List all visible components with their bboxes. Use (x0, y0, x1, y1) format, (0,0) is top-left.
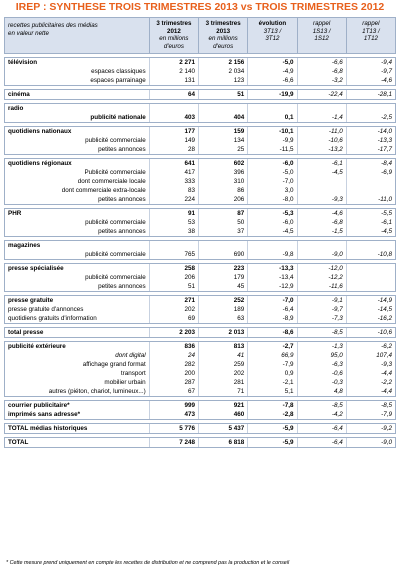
cell-col-5: -6,1 (346, 218, 395, 227)
cell-col-1: 224 (149, 195, 198, 204)
cell-col-5: -9,2 (346, 424, 395, 433)
cell-col-5 (346, 273, 395, 282)
cell-col-4: -6,8 (297, 218, 346, 227)
cell-col-3: -2,8 (247, 410, 296, 419)
cell-col-5: -17,7 (346, 145, 395, 154)
cell-col-2: 921 (198, 401, 247, 410)
cell-col-3: -9,8 (247, 250, 296, 259)
cell-col-3: 66,9 (247, 351, 296, 360)
table-row (5, 58, 395, 67)
header-col5-top: rappel (362, 20, 380, 27)
row-label: mobilier urbain (104, 379, 146, 386)
cell-col-2 (198, 104, 247, 113)
table-body (4, 54, 396, 448)
cell-col-3: 5,1 (247, 387, 296, 396)
row-label: imprimés sans adresse* (8, 411, 81, 418)
table-row (5, 76, 395, 85)
table-row (5, 305, 395, 314)
cell-col-5: -8,4 (346, 159, 395, 168)
row-label: publicité commerciale (85, 219, 146, 226)
cell-col-4 (297, 241, 346, 250)
row-label: petites annonces (98, 283, 146, 290)
cell-col-2: 5 437 (198, 424, 247, 433)
cell-col-2: 179 (198, 273, 247, 282)
cell-col-3 (247, 104, 296, 113)
cell-col-5: -14,9 (346, 296, 395, 305)
cell-col-4: -1,5 (297, 227, 346, 236)
row-label: publicité commerciale (85, 274, 146, 281)
row-label: transport (120, 370, 146, 377)
cell-col-1: 202 (149, 305, 198, 314)
header-col3-sub2: 3T12 (265, 35, 280, 42)
cell-col-2: 602 (198, 159, 247, 168)
cell-col-2: 25 (198, 145, 247, 154)
cell-col-3: -19,9 (247, 90, 296, 99)
cell-col-3: -5,3 (247, 209, 296, 218)
header-col1-unit2: d'euros (163, 42, 184, 50)
table-row (5, 127, 395, 136)
header-col-2013 (198, 18, 247, 53)
cell-col-5: -28,1 (346, 90, 395, 99)
cell-col-3: -4,5 (247, 227, 296, 236)
cell-col-4: -6,3 (297, 360, 346, 369)
cell-col-4 (297, 177, 346, 186)
row-label: cinéma (8, 91, 30, 98)
header-col2-top: 3 trimestres (205, 20, 241, 27)
cell-col-4 (297, 104, 346, 113)
cell-col-1: 282 (149, 360, 198, 369)
table-row (5, 186, 395, 195)
cell-col-4: 4,8 (297, 387, 346, 396)
table-row (5, 387, 395, 396)
table-row (5, 264, 395, 273)
cell-col-1: 24 (149, 351, 198, 360)
header-col1-top: 3 trimestres (156, 20, 192, 27)
row-label: total presse (8, 329, 44, 336)
row-label: magazines (8, 242, 41, 249)
row-label: quotidiens gratuits d'information (8, 315, 97, 322)
table-row (5, 369, 395, 378)
footnote: * Cette mesure prend uniquement en compte les recettes de distribution et ne comprend pas la production et le conseil (6, 560, 290, 566)
cell-col-2: 252 (198, 296, 247, 305)
header-col2-year: 2013 (216, 27, 231, 35)
header-label (5, 18, 149, 53)
cell-col-2: 6 818 (198, 438, 247, 447)
table-row (5, 241, 395, 250)
cell-col-2: 460 (198, 410, 247, 419)
cell-col-4: -12,0 (297, 264, 346, 273)
cell-col-1: 287 (149, 378, 198, 387)
row-label: dont digital (115, 352, 146, 359)
cell-col-3: -6,0 (247, 218, 296, 227)
cell-col-2: 134 (198, 136, 247, 145)
table-row (5, 401, 395, 410)
cell-col-4: -22,4 (297, 90, 346, 99)
table-row (5, 218, 395, 227)
table-section (4, 295, 396, 324)
table-row (5, 378, 395, 387)
cell-col-2: 2 156 (198, 58, 247, 67)
cell-col-2: 813 (198, 342, 247, 351)
cell-col-3: 0,1 (247, 113, 296, 122)
table-section (4, 208, 396, 237)
cell-col-4: -6,8 (297, 67, 346, 76)
row-label: télévision (8, 59, 38, 66)
table-section (4, 423, 396, 434)
table-row (5, 438, 395, 447)
header-col1-unit1: en millions (159, 35, 189, 42)
cell-col-1: 2 140 (149, 67, 198, 76)
header-col3-sub: 3T13 / (263, 27, 282, 35)
cell-col-4: -6,6 (297, 58, 346, 67)
row-label: publicité extérieure (8, 343, 66, 350)
cell-col-4: 95,0 (297, 351, 346, 360)
cell-col-1: 83 (149, 186, 198, 195)
table-row (5, 90, 395, 99)
cell-col-2: 51 (198, 90, 247, 99)
cell-col-3: -7,0 (247, 296, 296, 305)
header-col-rappel-t1 (346, 18, 395, 53)
cell-col-5 (346, 282, 395, 291)
cell-col-5: -11,0 (346, 195, 395, 204)
cell-col-3: -5,0 (247, 58, 296, 67)
cell-col-1: 641 (149, 159, 198, 168)
cell-col-3: -13,4 (247, 273, 296, 282)
table-section (4, 103, 396, 123)
table-row (5, 342, 395, 351)
cell-col-5: -6,2 (346, 342, 395, 351)
cell-col-3: -6,4 (247, 305, 296, 314)
table-section (4, 341, 396, 397)
row-label: TOTAL médias historiques (8, 425, 88, 432)
cell-col-2: 86 (198, 186, 247, 195)
cell-col-5: -4,6 (346, 76, 395, 85)
cell-col-2: 281 (198, 378, 247, 387)
cell-col-2: 2 034 (198, 67, 247, 76)
page-title: IREP : SYNTHESE TROIS TRIMESTRES 2013 vs TROIS TRIMESTRES 2012 (15, 1, 385, 13)
cell-col-3: -8,9 (247, 314, 296, 323)
cell-col-2: 41 (198, 351, 247, 360)
header-col3-top: évolution (258, 20, 287, 27)
header-col4-top: rappel (313, 20, 331, 27)
cell-col-5: -9,7 (346, 67, 395, 76)
table-row (5, 351, 395, 360)
cell-col-1: 2 203 (149, 328, 198, 337)
header-col1-year: 2012 (167, 27, 181, 35)
cell-col-4: -9,0 (297, 250, 346, 259)
cell-col-3: -4,9 (247, 67, 296, 76)
header-label-line1: recettes publicitaires des médias (8, 22, 98, 29)
cell-col-2: 202 (198, 369, 247, 378)
cell-col-1: 69 (149, 314, 198, 323)
cell-col-3: -9,9 (247, 136, 296, 145)
table-row (5, 104, 395, 113)
table-header (4, 17, 396, 54)
row-label: presse spécialisée (8, 265, 64, 272)
table-section (4, 158, 396, 205)
cell-col-3: 0,9 (247, 369, 296, 378)
header-col-2012 (149, 18, 198, 53)
cell-col-4: -4,2 (297, 410, 346, 419)
cell-col-5: -9,4 (346, 58, 395, 67)
table-section (4, 89, 396, 100)
row-label: publicité nationale (90, 114, 146, 121)
table-row (5, 360, 395, 369)
row-label: presse gratuite d'annonces (8, 306, 84, 313)
row-label: dont commerciale extra-locale (61, 187, 146, 194)
cell-col-4: -0,6 (297, 369, 346, 378)
cell-col-4: -9,7 (297, 305, 346, 314)
table-row (5, 145, 395, 154)
row-label: dont commerciale locale (77, 178, 146, 185)
cell-col-2: 50 (198, 218, 247, 227)
cell-col-1: 258 (149, 264, 198, 273)
cell-col-5: -4,4 (346, 369, 395, 378)
cell-col-2: 123 (198, 76, 247, 85)
table-row (5, 282, 395, 291)
row-label: autres (piéton, chariot, lumineux...) (48, 388, 146, 395)
cell-col-2: 87 (198, 209, 247, 218)
cell-col-5: -9,3 (346, 360, 395, 369)
cell-col-2: 206 (198, 195, 247, 204)
header-col4-sub2: 1S12 (314, 35, 329, 42)
cell-col-4: -7,3 (297, 314, 346, 323)
cell-col-2: 63 (198, 314, 247, 323)
table-row (5, 227, 395, 236)
cell-col-1: 67 (149, 387, 198, 396)
row-label: espaces parrainage (90, 77, 146, 84)
cell-col-3: -5,0 (247, 168, 296, 177)
table-row (5, 410, 395, 419)
cell-col-5: -6,9 (346, 168, 395, 177)
cell-col-1: 149 (149, 136, 198, 145)
cell-col-2: 690 (198, 250, 247, 259)
cell-col-4: -9,3 (297, 195, 346, 204)
cell-col-2: 259 (198, 360, 247, 369)
cell-col-1: 38 (149, 227, 198, 236)
cell-col-5 (346, 241, 395, 250)
cell-col-1: 2 271 (149, 58, 198, 67)
cell-col-5: -8,5 (346, 401, 395, 410)
cell-col-4: -1,3 (297, 342, 346, 351)
cell-col-1: 999 (149, 401, 198, 410)
header-col5-sub: 1T13 / (362, 27, 380, 35)
cell-col-2: 71 (198, 387, 247, 396)
row-label: PHR (8, 210, 22, 217)
cell-col-3: -10,1 (247, 127, 296, 136)
cell-col-2: 159 (198, 127, 247, 136)
row-label: TOTAL (8, 439, 29, 446)
cell-col-1: 131 (149, 76, 198, 85)
header-label-line2: en valeur nette (8, 30, 49, 37)
table-row (5, 314, 395, 323)
cell-col-5 (346, 177, 395, 186)
cell-col-1 (149, 104, 198, 113)
cell-col-3: -6,0 (247, 159, 296, 168)
cell-col-5: -2,2 (346, 378, 395, 387)
row-label: radio (8, 105, 24, 112)
row-label: quotidiens nationaux (8, 128, 72, 135)
cell-col-5: -4,4 (346, 387, 395, 396)
cell-col-2: 37 (198, 227, 247, 236)
cell-col-4: -11,0 (297, 127, 346, 136)
row-label: petites annonces (98, 146, 146, 153)
cell-col-5 (346, 104, 395, 113)
cell-col-3: -8,6 (247, 328, 296, 337)
cell-col-2: 396 (198, 168, 247, 177)
table-section (4, 57, 396, 86)
row-label: publicité commerciale (85, 137, 146, 144)
cell-col-1: 200 (149, 369, 198, 378)
cell-col-1: 5 776 (149, 424, 198, 433)
cell-col-1: 206 (149, 273, 198, 282)
cell-col-4: -4,6 (297, 209, 346, 218)
cell-col-3: -7,0 (247, 177, 296, 186)
cell-col-1: 7 248 (149, 438, 198, 447)
table-row (5, 168, 395, 177)
cell-col-5 (346, 264, 395, 273)
cell-col-1: 53 (149, 218, 198, 227)
cell-col-5: -5,5 (346, 209, 395, 218)
header-col-rappel-s1 (297, 18, 346, 53)
cell-col-3: -5,9 (247, 438, 296, 447)
cell-col-5: -10,6 (346, 328, 395, 337)
cell-col-4: -10,6 (297, 136, 346, 145)
cell-col-4: -3,2 (297, 76, 346, 85)
cell-col-5: -14,0 (346, 127, 395, 136)
table-row (5, 424, 395, 433)
cell-col-3: -11,5 (247, 145, 296, 154)
cell-col-2: 310 (198, 177, 247, 186)
row-label: petites annonces (98, 196, 146, 203)
table-section (4, 240, 396, 260)
table-row (5, 136, 395, 145)
cell-col-3: -12,9 (247, 282, 296, 291)
row-label: affichage grand format (82, 361, 146, 368)
cell-col-2 (198, 241, 247, 250)
table-row (5, 273, 395, 282)
table-section (4, 437, 396, 448)
cell-col-2: 189 (198, 305, 247, 314)
header-col2-unit2: d'euros (213, 42, 234, 50)
header-col5-sub2: 1T12 (363, 35, 378, 42)
cell-col-2: 2 013 (198, 328, 247, 337)
cell-col-3: 3,0 (247, 186, 296, 195)
cell-col-3: -8,0 (247, 195, 296, 204)
cell-col-1: 473 (149, 410, 198, 419)
header-col2-unit1: en millions (208, 35, 238, 42)
cell-col-4: -8,5 (297, 401, 346, 410)
table-row (5, 113, 395, 122)
table-row (5, 195, 395, 204)
synthesis-table (4, 17, 396, 448)
cell-col-5: -9,0 (346, 438, 395, 447)
cell-col-5 (346, 186, 395, 195)
cell-col-1: 403 (149, 113, 198, 122)
row-label: courrier publicitaire* (8, 402, 70, 409)
cell-col-4: -8,5 (297, 328, 346, 337)
header-col4-sub: 1S13 / (312, 27, 331, 35)
cell-col-3: -2,7 (247, 342, 296, 351)
cell-col-4: -11,6 (297, 282, 346, 291)
cell-col-3: -2,1 (247, 378, 296, 387)
cell-col-1: 64 (149, 90, 198, 99)
table-row (5, 209, 395, 218)
cell-col-3: -7,8 (247, 401, 296, 410)
cell-col-5: -10,8 (346, 250, 395, 259)
cell-col-4: -4,5 (297, 168, 346, 177)
row-label: espaces classiques (91, 68, 146, 75)
cell-col-1: 836 (149, 342, 198, 351)
cell-col-4: -6,4 (297, 438, 346, 447)
row-label: petites annonces (98, 228, 146, 235)
cell-col-5: -7,9 (346, 410, 395, 419)
cell-col-1: 177 (149, 127, 198, 136)
cell-col-4: -6,4 (297, 424, 346, 433)
table-section (4, 327, 396, 338)
cell-col-4: -13,2 (297, 145, 346, 154)
row-label: Publicité commerciale (84, 169, 146, 176)
header-col-evolution (247, 18, 296, 53)
cell-col-2: 404 (198, 113, 247, 122)
table-row (5, 250, 395, 259)
cell-col-3: -6,6 (247, 76, 296, 85)
cell-col-1: 28 (149, 145, 198, 154)
cell-col-5: 107,4 (346, 351, 395, 360)
cell-col-4: -12,2 (297, 273, 346, 282)
cell-col-4: -1,4 (297, 113, 346, 122)
table-row (5, 328, 395, 337)
cell-col-1: 51 (149, 282, 198, 291)
cell-col-1: 765 (149, 250, 198, 259)
row-label: publicité commerciale (85, 251, 146, 258)
table-row (5, 67, 395, 76)
cell-col-3 (247, 241, 296, 250)
cell-col-5: -14,5 (346, 305, 395, 314)
cell-col-3: -7,9 (247, 360, 296, 369)
cell-col-2: 45 (198, 282, 247, 291)
cell-col-1 (149, 241, 198, 250)
cell-col-3: -5,9 (247, 424, 296, 433)
cell-col-4: -9,1 (297, 296, 346, 305)
cell-col-1: 91 (149, 209, 198, 218)
table-row (5, 159, 395, 168)
row-label: presse gratuite (8, 297, 54, 304)
cell-col-2: 223 (198, 264, 247, 273)
cell-col-4: -6,1 (297, 159, 346, 168)
cell-col-5: -16,2 (346, 314, 395, 323)
cell-col-5: -13,3 (346, 136, 395, 145)
cell-col-3: -13,3 (247, 264, 296, 273)
cell-col-1: 271 (149, 296, 198, 305)
table-section (4, 263, 396, 292)
table-section (4, 126, 396, 155)
table-row (5, 177, 395, 186)
table-section (4, 400, 396, 420)
cell-col-1: 333 (149, 177, 198, 186)
cell-col-5: -4,5 (346, 227, 395, 236)
row-label: quotidiens régionaux (8, 160, 72, 167)
cell-col-5: -2,5 (346, 113, 395, 122)
cell-col-4 (297, 186, 346, 195)
cell-col-4: -0,3 (297, 378, 346, 387)
cell-col-1: 417 (149, 168, 198, 177)
table-row (5, 296, 395, 305)
